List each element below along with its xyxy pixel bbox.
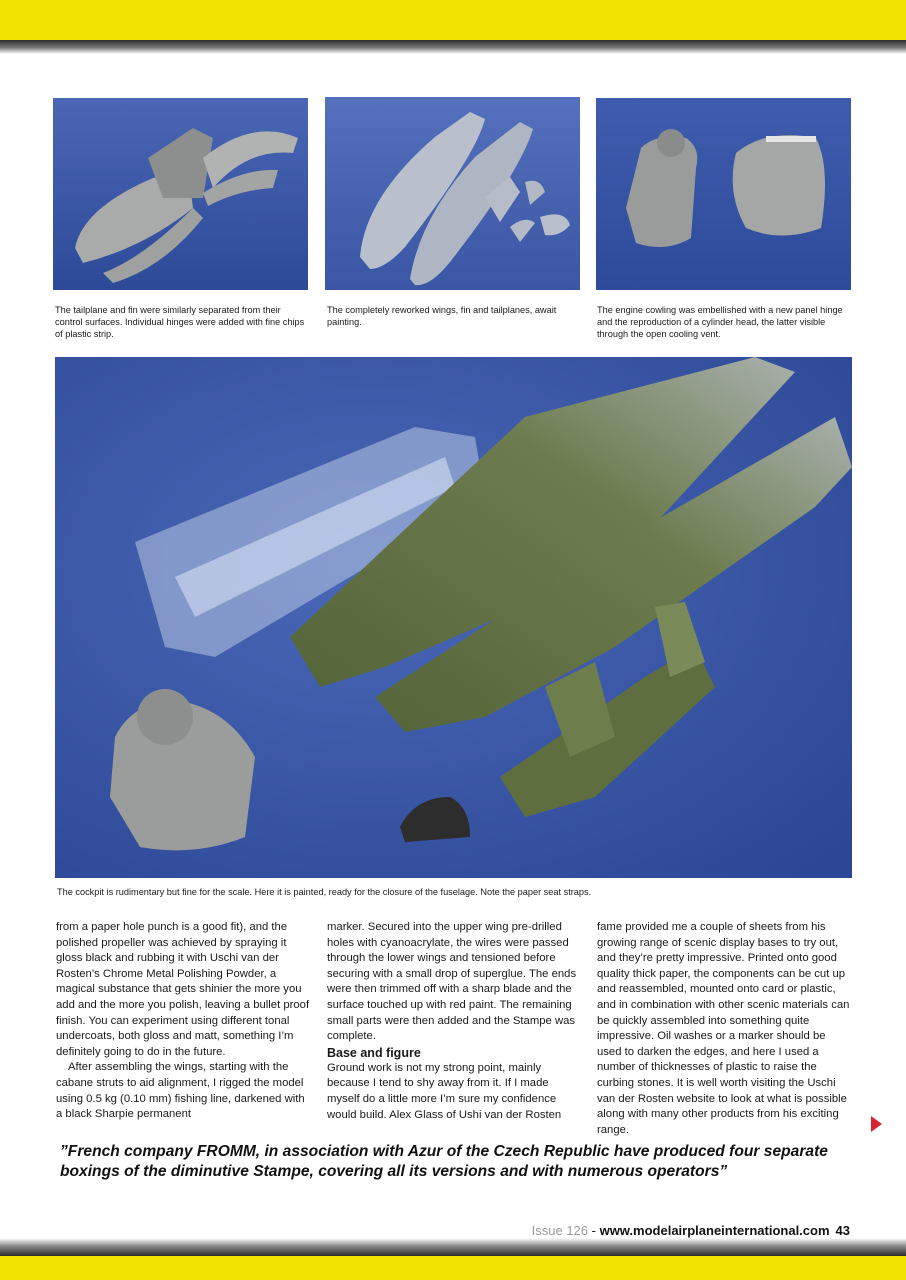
continue-arrow-icon <box>871 1116 882 1132</box>
article-column-3 <box>597 920 853 1138</box>
top-band-shadow <box>0 40 906 54</box>
pull-quote: ”French company FROMM, in association with Azur of the Czech Republic have produced four separate boxings of the diminutive Stampe, covering all its versions and with numerous operators” <box>60 1143 828 1180</box>
website-url: www.modelairplaneinternational.com <box>599 1223 830 1238</box>
article-column-2 <box>327 920 583 1123</box>
caption-wings: The completely reworked wings, fin and tailplanes, await painting. <box>327 305 557 327</box>
article-column-1 <box>56 920 312 1123</box>
caption-cockpit: The cockpit is rudimentary but fine for the scale. Here it is painted, ready for the closure of the fuselage. Note the paper seat straps. <box>57 887 592 897</box>
photo-wings <box>325 97 580 290</box>
caption-tailplane: The tailplane and fin were similarly separated from their control surfaces. Individual hinges were added with fine chips of plastic strip. <box>55 305 305 339</box>
photo-tailplane <box>53 98 308 290</box>
photo-cockpit <box>55 357 852 878</box>
column-1-paragraph-2: After assembling the wings, starting with the cabane struts to aid alignment, I rigged the model using 0.5 kg (0.10 mm) fishing line, darkened with a black Sharpie permanent <box>56 1061 305 1121</box>
issue-number: Issue 126 <box>531 1223 589 1238</box>
photo-cowling <box>596 98 851 290</box>
bottom-band-shadow <box>0 1238 906 1256</box>
column-1-paragraph-1: from a paper hole punch is a good fit), and the polished propeller was achieved by spraying it gloss black and rubbing it with Uschi van der Rosten’s Chrome Metal Polishing Powder, a magical substance that gets shinier the more you add and the more you polish, leaving a bullet proof finish. You can experiment using different tonal undercoats, both gloss and matt, something I’m definitely going to do in the future. <box>56 921 310 1058</box>
column-2-paragraph-1: marker. Secured into the upper wing pre-drilled holes with cyanoacrylate, the wires were passed through the lower wings and tensioned before securing with a small drop of superglue. The ends were then trimmed off with a sharp blade and the surface touched up with red paint. The remaining small parts were then added and the Stampe was complete. <box>327 921 577 1043</box>
page-number: 43 <box>835 1223 850 1238</box>
column-2-paragraph-2: Ground work is not my strong point, mainly because I tend to shy away from it. If I made myself do a little more I’m sure my confidence would build. Alex Glass of Ushi van der Rosten <box>327 1061 562 1121</box>
column-3-paragraph-1: fame provided me a couple of sheets from his growing range of scenic display bases to try out, and they’re pretty impressive. Printed onto good quality thick paper, the components can be cut up and reassembled, mounted onto card or plastic, and in combination with other scenic materials can be quickly assembled into something quite impressive. Oil washes or a marker should be used to darken the edges, and here I used a number of thicknesses of plastic to raise the curbing stones. It is well worth visiting the Uschi van der Rosten website to look at what is possible along with many other products from his exciting range. <box>597 921 850 1136</box>
footer-separator: - <box>588 1223 600 1238</box>
top-yellow-band <box>0 0 906 40</box>
page-footer <box>532 1223 850 1238</box>
caption-cowling: The engine cowling was embellished with a new panel hinge and the reproduction of a cylinder head, the latter visible through the open cooling vent. <box>597 305 843 339</box>
section-heading-base-and-figure: Base and figure <box>327 1045 421 1060</box>
bottom-yellow-band <box>0 1256 906 1280</box>
